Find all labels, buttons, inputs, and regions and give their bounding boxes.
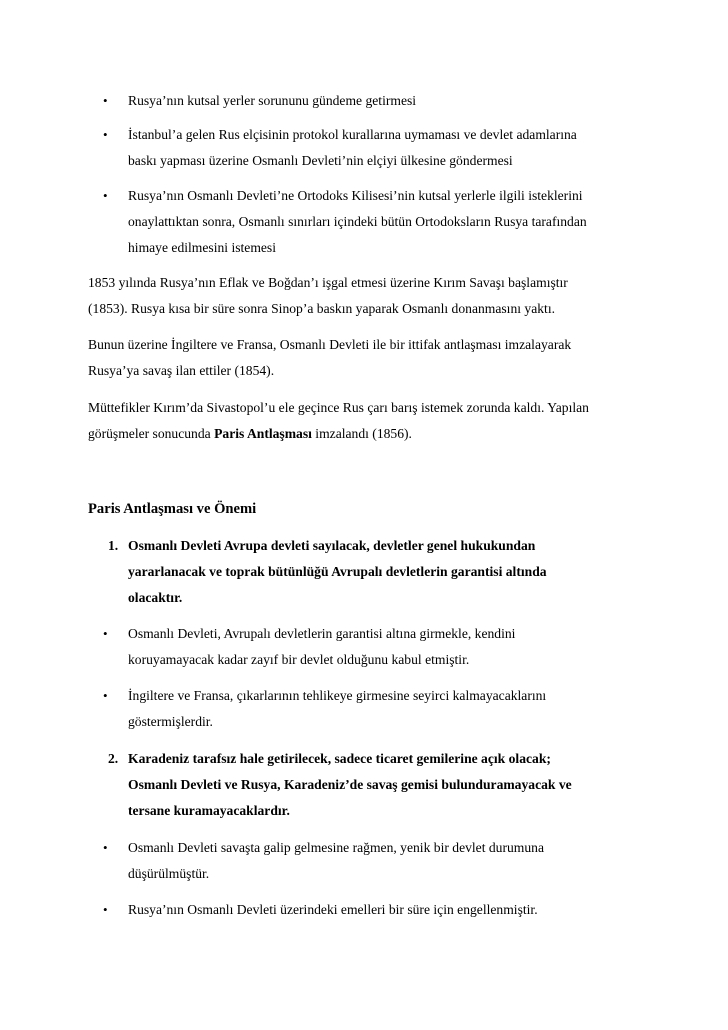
paragraph-line: 1853 yılında Rusya’nın Eflak ve Boğdan’ı işgal etmesi üzerine Kırım Savaşı başlamıştır [88, 275, 568, 290]
article-text: Osmanlı Devleti ve Rusya, Karadeniz’de savaş gemisi bulunduramayacak ve [128, 777, 572, 792]
article-number: 1. [108, 538, 119, 553]
article-text: olacaktır. [128, 590, 183, 605]
bullet-marker: • [103, 93, 108, 108]
bullet-marker: • [103, 902, 108, 917]
bullet-text: Rusya’nın Osmanlı Devleti’ne Ortodoks Kilisesi’nin kutsal yerlerle ilgili isteklerini [128, 188, 583, 203]
paragraph-line [88, 425, 412, 443]
treaty-name-bold: Paris Antlaşması [214, 426, 312, 441]
bullet-text: Rusya’nın kutsal yerler sorununu gündeme getirmesi [128, 93, 417, 108]
section-heading: Paris Antlaşması ve Önemi [88, 501, 257, 517]
bullet-text: koruyamayacak kadar zayıf bir devlet olduğunu kabul etmiştir. [128, 652, 470, 667]
bullet-marker: • [103, 688, 108, 703]
bullet-text: Osmanlı Devleti, Avrupalı devletlerin garantisi altına girmekle, kendini [128, 626, 516, 641]
article-text: yararlanacak ve toprak bütünlüğü Avrupalı devletlerin garantisi altında [128, 564, 547, 579]
bullet-text: İngiltere ve Fransa, çıkarlarının tehlikeye girmesine seyirci kalmayacaklarını [128, 688, 547, 703]
bullet-text: Osmanlı Devleti savaşta galip gelmesine rağmen, yenik bir devlet durumuna [128, 840, 545, 855]
bullet-text: onaylattıktan sonra, Osmanlı sınırları içindeki bütün Ortodoksların Rusya tarafından [128, 214, 587, 229]
paragraph-text: imzalandı (1856). [311, 426, 412, 441]
bullet-text: baskı yapması üzerine Osmanlı Devleti’nin elçiyi ülkesine göndermesi [128, 153, 513, 168]
bullet-text: İstanbul’a gelen Rus elçisinin protokol kurallarına uymaması ve devlet adamlarına [128, 127, 577, 142]
bullet-text: Rusya’nın Osmanlı Devleti üzerindeki emelleri bir süre için engellenmiştir. [128, 902, 538, 917]
bullet-text: himaye edilmesini istemesi [128, 240, 276, 255]
bullet-marker: • [103, 127, 108, 142]
bullet-text: düşürülmüştür. [128, 866, 210, 881]
bullet-marker: • [103, 840, 108, 855]
bullet-marker: • [103, 188, 108, 203]
article-text: Karadeniz tarafsız hale getirilecek, sadece ticaret gemilerine açık olacak; [128, 751, 551, 766]
paragraph-text: görüşmeler sonucunda [88, 426, 215, 441]
paragraph-line: Bunun üzerine İngiltere ve Fransa, Osmanlı Devleti ile bir ittifak antlaşması imzalayarak [88, 337, 572, 352]
paragraph-line: Rusya’ya savaş ilan ettiler (1854). [88, 363, 275, 378]
article-number: 2. [108, 751, 119, 766]
article-text: tersane kuramayacaklardır. [128, 803, 290, 818]
bullet-text: göstermişlerdir. [128, 714, 213, 729]
paragraph-line: Müttefikler Kırım’da Sivastopol’u ele geçince Rus çarı barış istemek zorunda kaldı. Yapılan [88, 400, 589, 415]
paragraph-line: (1853). Rusya kısa bir süre sonra Sinop’a baskın yaparak Osmanlı donanmasını yaktı. [88, 301, 556, 316]
bullet-marker: • [103, 626, 108, 641]
article-text: Osmanlı Devleti Avrupa devleti sayılacak, devletler genel hukukundan [128, 538, 536, 553]
